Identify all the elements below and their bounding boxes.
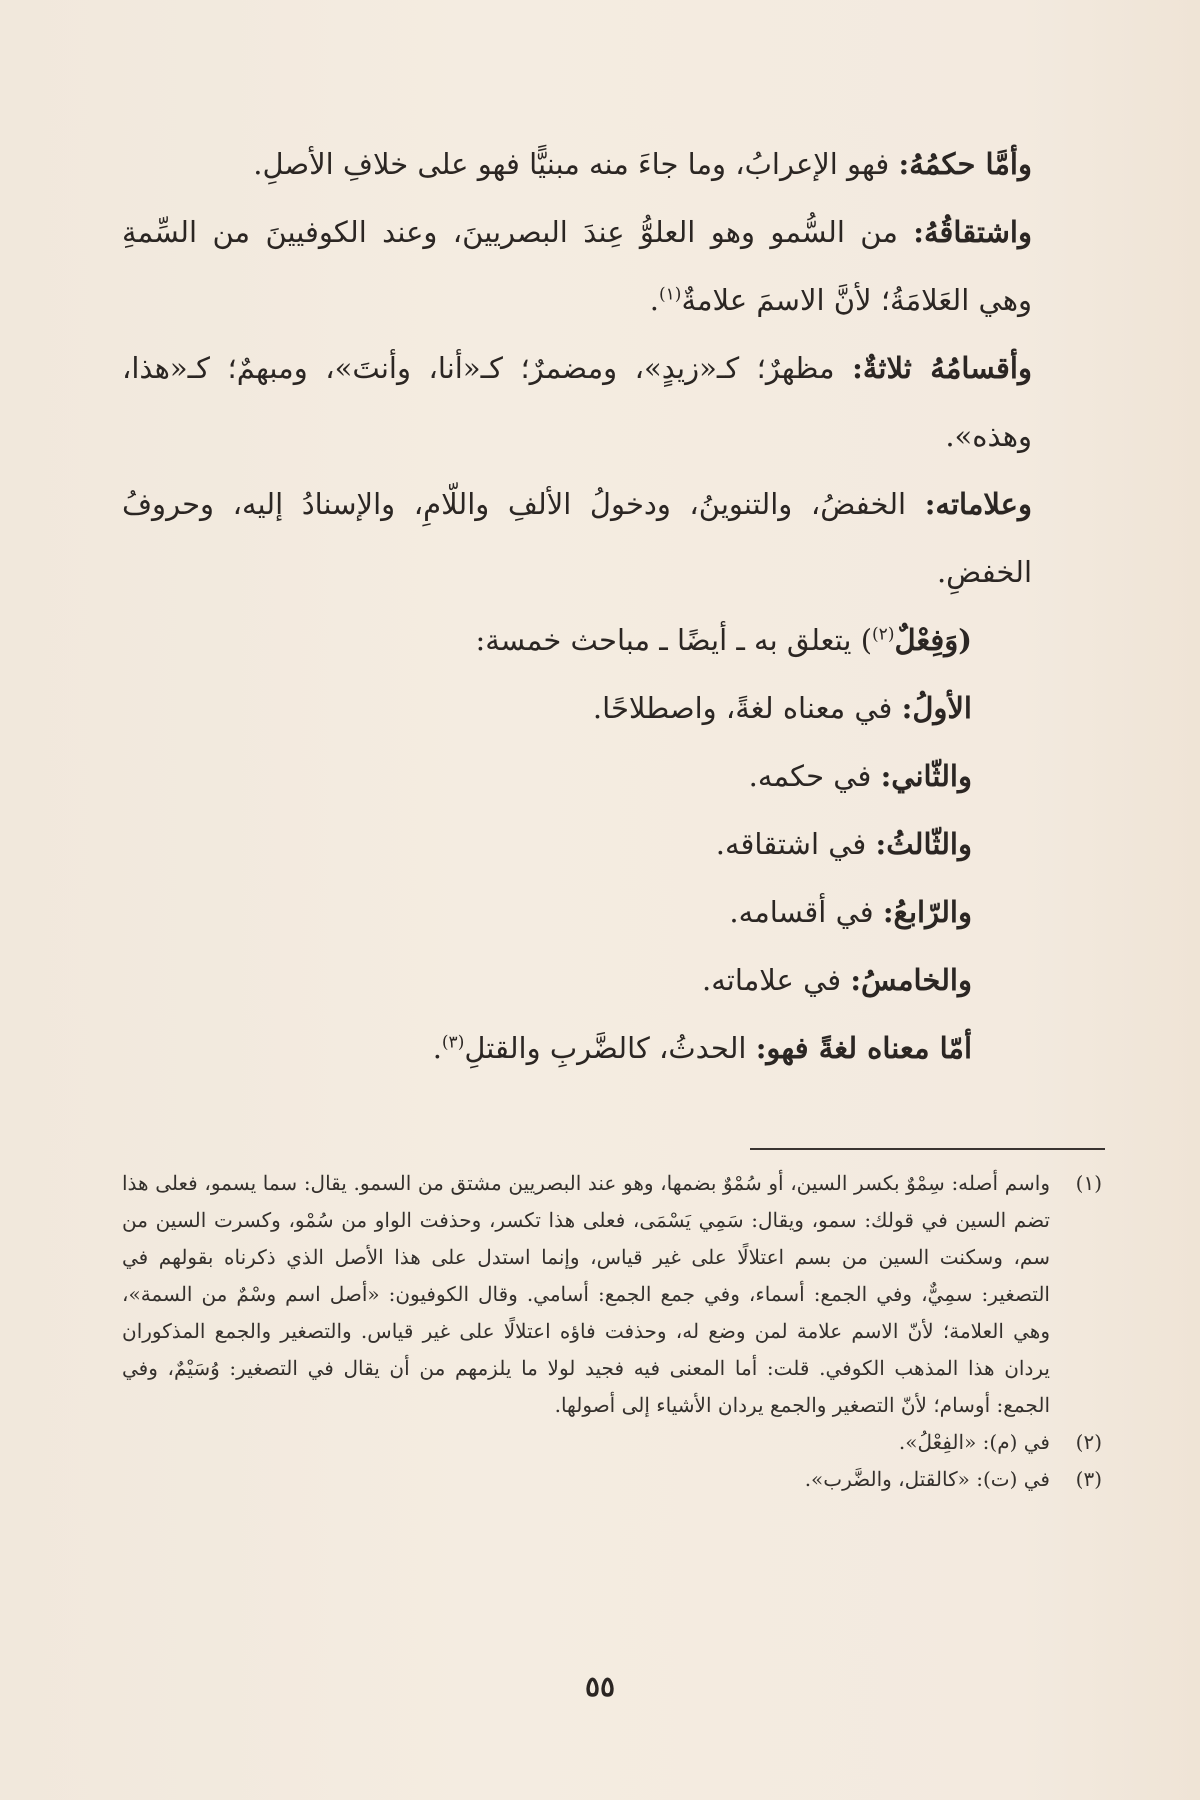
footnote xyxy=(122,1424,1102,1461)
paragraph-divisions xyxy=(122,334,1032,470)
footnote xyxy=(122,1461,1102,1498)
paragraph-term: وأمَّا حكمُهُ: xyxy=(898,147,1032,181)
footnote-ref: (٣) xyxy=(441,1032,465,1053)
paragraph-text: من السُّمو وهو العلوُّ عِندَ البصريينَ، وعند الكوفيينَ من السِّمةِ وهي العَلامَةُ؛ لأنَّ الاسمَ علامةٌ xyxy=(122,215,1032,317)
paragraph-text: الخفضُ، والتنوينُ، ودخولُ الألفِ واللّامِ، والإسنادُ إليه، وحروفُ الخفضِ. xyxy=(122,487,1032,589)
paragraph-term: الأولُ: xyxy=(901,691,972,725)
footnote xyxy=(122,1165,1102,1424)
footnote-text: واسم أصله: سِمْوٌ بكسر السين، أو سُمْوٌ بضمها، وهو عند البصريين مشتق من السمو. يقال: سما يسمو، فعلى هذا تضم السين في قولك: سمو، ويقال: سَمِي يَسْمَى، فعلى هذا تكسر، وحذفت الواو من سُمْو، وكسرت السين من سم، وسكنت السين من بسم اعتلالًا على غير قياس، وإنما استدل على هذا الأصل الذي ذكرناه بقولهم في التصغير: سمِيٌّ، وفي الجمع: أسماء، وفي جمع الجمع: أسامي. وقال الكوفيون: «أصل اسم وسْمٌ من السمة»، وهي العلامة؛ لأنّ الاسم علامة لمن وضع له، وحذفت فاؤه اعتلالًا على غير قياس. والتصغير والجمع المذكوران يردان هذا المذهب الكوفي. قلت: أما المعنى فيه فجيد لولا ما يلزمهم من أن يقال في التصغير: وُسَيْمٌ، وفي الجمع: أوسام؛ لأنّ التصغير والجمع يردان الأشياء إلى أصولها. xyxy=(122,1171,1051,1417)
page-number: ٥٥ xyxy=(584,1670,616,1703)
paragraph-meaning xyxy=(122,1014,1032,1082)
paragraph-derivation xyxy=(122,198,1032,334)
paragraph-term: والثّالثُ: xyxy=(875,827,972,861)
main-text xyxy=(122,130,1032,1082)
footnote-text: في (م): «الفِعْلُ». xyxy=(898,1430,1050,1454)
footnote-number: (٢) xyxy=(1075,1430,1102,1454)
footnote-number: (١) xyxy=(1075,1171,1102,1195)
paragraph-signs xyxy=(122,470,1032,606)
paragraph-text: في علاماته. xyxy=(702,963,851,997)
paragraph-first xyxy=(122,674,1032,742)
paragraph-fifth xyxy=(122,946,1032,1014)
paragraph-text: في حكمه. xyxy=(748,759,881,793)
paragraph-term: وعلاماته: xyxy=(924,487,1032,521)
paragraph-text: ) يتعلق به ـ أيضًا ـ مباحث خمسة: xyxy=(475,623,873,657)
footnote-number: (٣) xyxy=(1075,1467,1102,1491)
paragraph-term: أمّا معناه لغةً فهو: xyxy=(755,1031,972,1065)
paragraph-text: في معناه لغةً، واصطلاحًا. xyxy=(592,691,902,725)
paragraph-term: والثّاني: xyxy=(880,759,972,793)
paragraph-text: فهو الإعرابُ، وما جاءَ منه مبنيًّا فهو على خلافِ الأصلِ. xyxy=(253,147,899,181)
paragraph-text: الحدثُ، كالضَّربِ والقتلِ xyxy=(464,1031,756,1065)
footnote-ref: (٢) xyxy=(872,624,895,645)
paragraph-fourth xyxy=(122,878,1032,946)
paragraph-end: . xyxy=(432,1031,442,1065)
paragraph-text: في اشتقاقه. xyxy=(715,827,876,861)
paragraph-verb-intro xyxy=(122,606,1032,674)
footnote-text: في (ت): «كالقتل، والضَّرب». xyxy=(804,1467,1050,1491)
paragraph-end: . xyxy=(649,283,660,317)
paragraph-term: واشتقاقُهُ: xyxy=(913,215,1032,249)
paragraph-text: مظهرٌ؛ كـ«زيدٍ»، ومضمرٌ؛ كـ«أنا، وأنتَ»، ومبهمٌ؛ كـ«هذا، وهذه». xyxy=(122,351,1032,453)
paragraph-text: في أقسامه. xyxy=(729,895,883,929)
paragraph-term: والخامسُ: xyxy=(850,963,972,997)
paragraph-term: وأقسامُهُ ثلاثةٌ: xyxy=(852,351,1032,385)
paragraph-ruling xyxy=(122,130,1032,198)
footnote-separator xyxy=(750,1148,1105,1150)
footnotes xyxy=(122,1165,1102,1498)
paragraph-second xyxy=(122,742,1032,810)
paragraph-term: (وَفِعْلٌ xyxy=(894,623,972,657)
paragraph-term: والرّابعُ: xyxy=(882,895,972,929)
paragraph-third xyxy=(122,810,1032,878)
footnote-ref: (١) xyxy=(659,284,682,305)
